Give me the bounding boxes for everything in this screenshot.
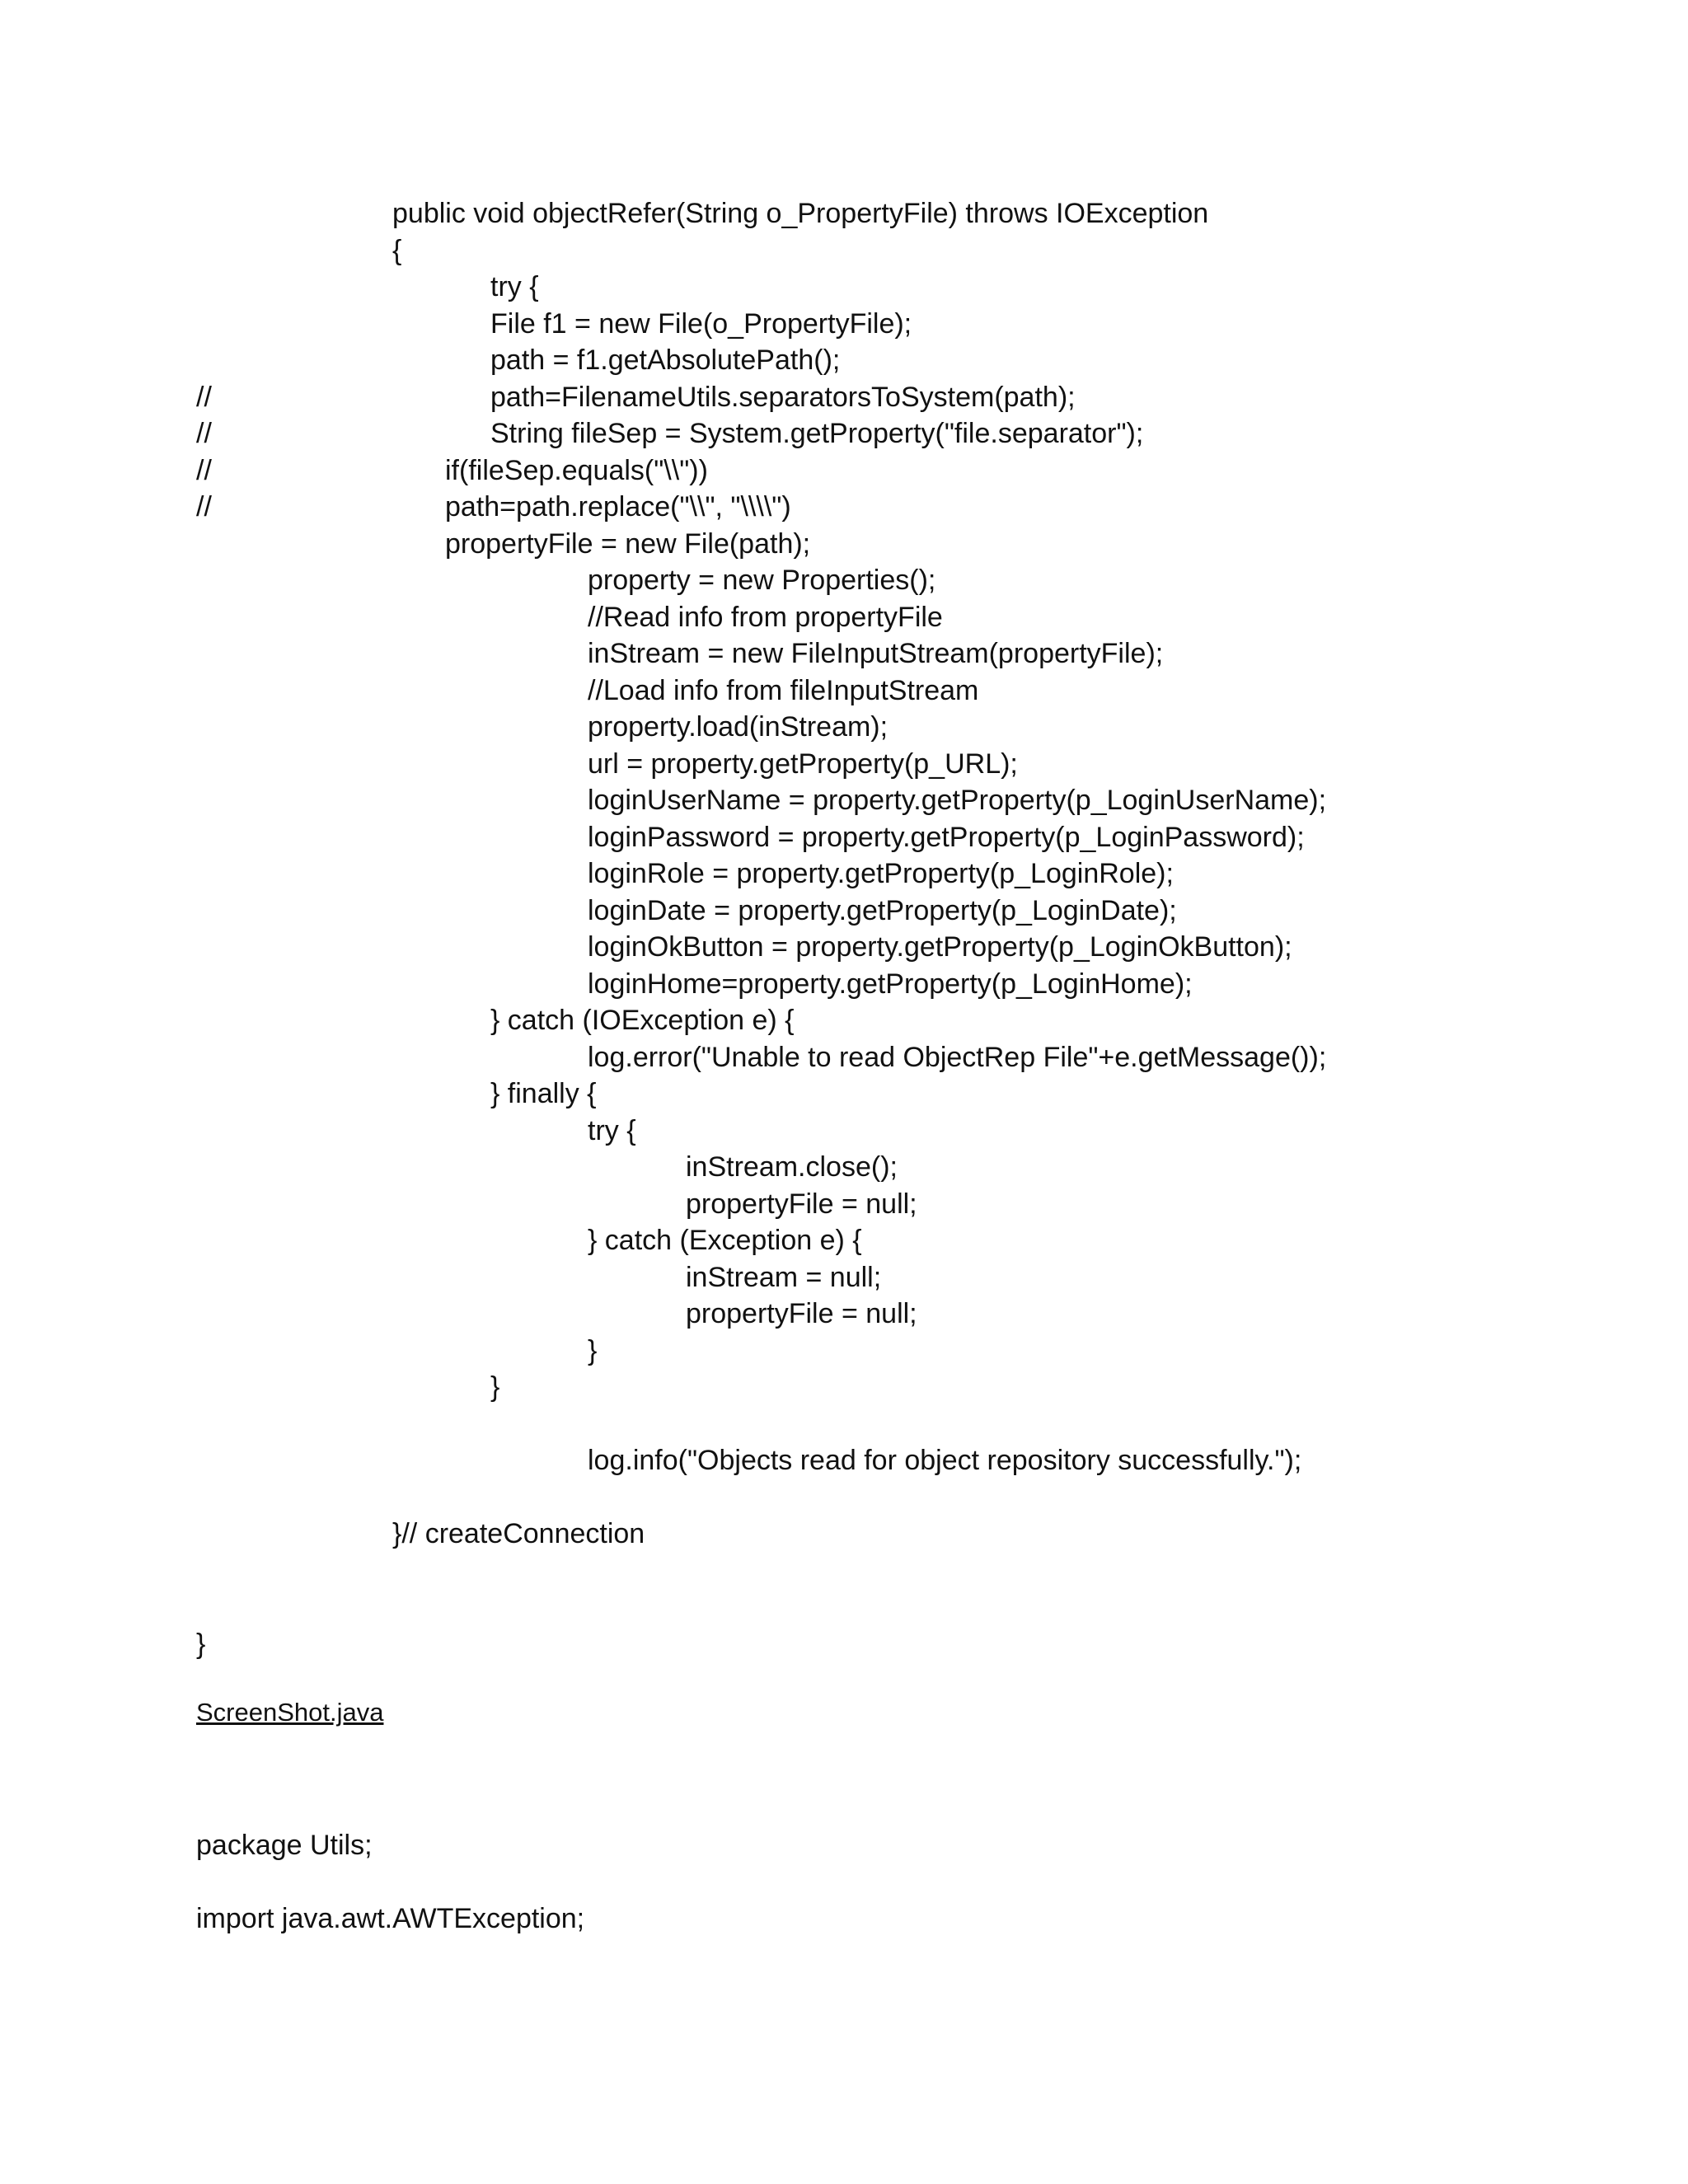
open-brace: { (392, 235, 402, 266)
instream-line: inStream = new FileInputStream(propertyFile); (588, 638, 1164, 669)
load-comment-line: //Load info from fileInputStream (588, 675, 979, 706)
comment-marker: // (196, 418, 212, 449)
login-home-line: loginHome=property.getProperty(p_LoginHome); (588, 968, 1193, 1000)
log-info-line: log.info("Objects read for object repository successfully."); (588, 1445, 1302, 1476)
commented-replace-line: path=path.replace("\\", "\\\\") (445, 491, 791, 523)
finally-close-brace: } (490, 1371, 500, 1403)
catch-ioexception-line: } catch (IOException e) { (490, 1005, 795, 1036)
login-ok-button-line: loginOkButton = property.getProperty(p_LoginOkButton); (588, 931, 1292, 963)
commented-separators-line: path=FilenameUtils.separatorsToSystem(path); (490, 382, 1076, 413)
property-file-line: propertyFile = new File(path); (445, 528, 811, 560)
login-role-line: loginRole = property.getProperty(p_LoginRole); (588, 858, 1174, 889)
login-password-line: loginPassword = property.getProperty(p_LoginPassword); (588, 822, 1305, 853)
login-date-line: loginDate = property.getProperty(p_LoginDate); (588, 895, 1177, 926)
property-load-line: property.load(inStream); (588, 711, 889, 743)
comment-marker: // (196, 382, 212, 413)
import-line: import java.awt.AWTException; (196, 1903, 585, 1934)
log-error-line: log.error("Unable to read ObjectRep File"+e.getMessage()); (588, 1042, 1327, 1073)
inner-try-line: try { (588, 1115, 636, 1146)
finally-line: } finally { (490, 1078, 597, 1109)
screenshot-java-link[interactable]: ScreenShot.java (196, 1698, 384, 1727)
try-open: try { (490, 271, 539, 302)
method-close-comment: }// createConnection (392, 1518, 645, 1549)
comment-marker: // (196, 455, 212, 486)
property-file-null-line: propertyFile = null; (686, 1298, 917, 1329)
property-null-line: propertyFile = null; (686, 1188, 917, 1220)
login-username-line: loginUserName = property.getProperty(p_LoginUserName); (588, 785, 1327, 816)
properties-line: property = new Properties(); (588, 565, 936, 596)
absolute-path-line: path = f1.getAbsolutePath(); (490, 344, 841, 376)
commented-if-line: if(fileSep.equals("\\")) (445, 455, 708, 486)
package-line: package Utils; (196, 1830, 373, 1861)
instream-close-line: inStream.close(); (686, 1151, 898, 1183)
instream-null-line: inStream = null; (686, 1262, 882, 1293)
method-signature: public void objectRefer(String o_PropertyFile) throws IOException (392, 198, 1209, 229)
comment-marker: // (196, 491, 212, 523)
read-comment-line: //Read info from propertyFile (588, 602, 943, 633)
commented-file-separator-line: String fileSep = System.getProperty("file.separator"); (490, 418, 1144, 449)
catch-exception-line: } catch (Exception e) { (588, 1225, 862, 1256)
inner-close-brace: } (588, 1335, 598, 1366)
file-declaration: File f1 = new File(o_PropertyFile); (490, 308, 912, 340)
url-line: url = property.getProperty(p_URL); (588, 748, 1018, 780)
class-close-brace: } (196, 1629, 206, 1660)
